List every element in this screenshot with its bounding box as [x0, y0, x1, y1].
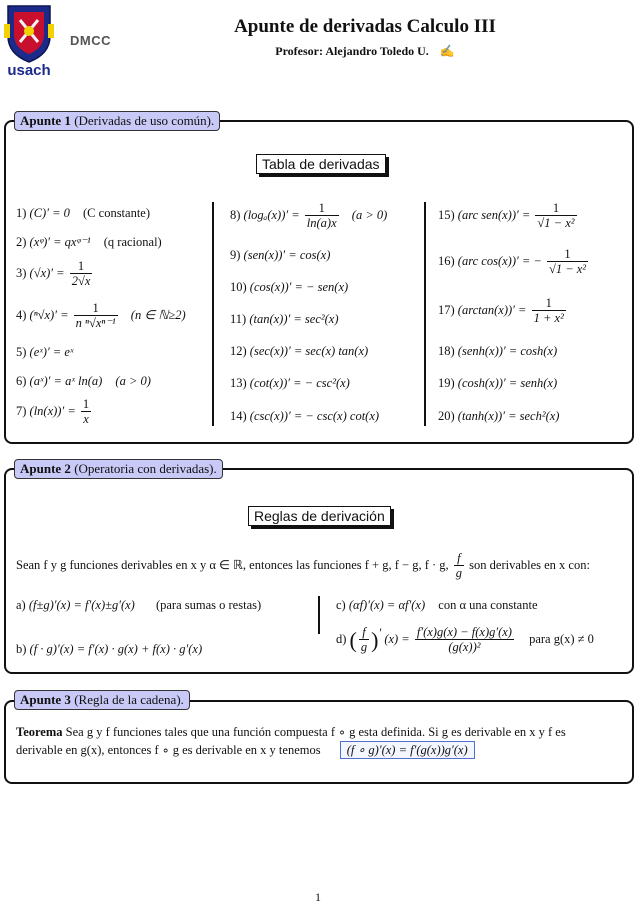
logo-wordmark: usach: [7, 62, 51, 79]
apunte-3-number: Apunte 3: [20, 692, 71, 707]
derivative-item-13: 13) (cot(x))′ = − csc²(x): [230, 376, 350, 390]
apunte-2-description: (Operatoria con derivadas).: [74, 461, 217, 476]
apunte-1-description: (Derivadas de uso común).: [74, 113, 215, 128]
apunte-3-description: (Regla de la cadena).: [74, 692, 184, 707]
author-name: Profesor: Alejandro Toledo U.: [275, 44, 429, 58]
chain-rule-formula: (f ∘ g)′(x) = f′(g(x))g′(x): [340, 741, 475, 759]
rule-a: a) (f±g)′(x) = f′(x)±g′(x) (para sumas o restas): [16, 598, 262, 612]
theorem-line-2: derivable en g(x), entonces f ∘ g es derivable en x y tenemos (f ∘ g)′(x) = f′(g(x))g′(x): [16, 742, 475, 758]
derivative-item-7: 7) (ln(x))′ = $\frac{1}{x}$: [16, 397, 90, 427]
apunte-3-label: [14, 690, 190, 710]
derivative-item-5: 5) (eˣ)′ = eˣ: [16, 345, 74, 359]
apunte-2-box: [4, 468, 634, 674]
column-divider-2: [424, 202, 426, 426]
derivative-item-17: 17) (arctan(x))′ = $\frac{1}{\text{1 + x²}}$: [438, 296, 564, 326]
rules-title: Reglas de derivación: [248, 506, 391, 526]
derivative-item-14: 14) (csc(x))′ = − csc(x) cot(x): [230, 409, 380, 423]
writing-hand-icon: ✍: [439, 44, 455, 58]
derivative-item-15: 15) (arc sen(x))′ = $\frac{1}{\text{√1 − x²}}$: [438, 201, 575, 231]
derivative-item-11: 11) (tan(x))′ = sec²(x): [230, 312, 339, 326]
derivative-item-4: 4) (ⁿ√x)′ = $\frac{1}{\text{n ⁿ√xⁿ⁻¹}}$ (n ∈ ℕ≥2): [16, 301, 186, 331]
derivative-item-8: 8) (logₐ(x))′ = $\frac{1}{\ln(a)x}$ (a > 0): [230, 201, 388, 231]
column-divider-1: [212, 202, 214, 426]
derivatives-table-title: Tabla de derivadas: [256, 154, 386, 174]
derivative-item-9: 9) (sen(x))′ = cos(x): [230, 248, 331, 262]
department-name: DMCC: [70, 33, 111, 48]
derivative-item-2: 2) (xᵠ)′ = qxᵠ⁻¹ (q racional): [16, 235, 162, 249]
rules-intro: Sean f y g funciones derivables en x y α ∈ ℝ, entonces las funciones f + g, f − g, f · g, $\frac{f}{g}$ son derivables en x con:: [16, 551, 590, 581]
apunte-1-label: [14, 111, 220, 131]
derivative-item-19: 19) (cosh(x))′ = senh(x): [438, 376, 558, 390]
derivative-item-10: 10) (cos(x))′ = − sen(x): [230, 280, 349, 294]
apunte-2-number: Apunte 2: [20, 461, 71, 476]
document-title: Apunte de derivadas Calculo III: [234, 16, 496, 37]
rule-c: c) (αf)′(x) = αf′(x) con α una constante: [336, 598, 538, 612]
apunte-1-number: Apunte 1: [20, 113, 71, 128]
derivative-item-20: 20) (tanh(x))′ = sech²(x): [438, 409, 560, 423]
derivative-item-18: 18) (senh(x))′ = cosh(x): [438, 344, 558, 358]
theorem-line-1: Teorema Sea g y f funciones tales que una función compuesta f ∘ g esta definida. Si g es derivable en x y f es: [16, 725, 566, 739]
apunte-2-label: [14, 459, 223, 479]
rule-b: b) (f · g)′(x) = f′(x) · g(x) + f(x) · g′(x): [16, 642, 203, 656]
rules-divider: [318, 596, 320, 634]
derivative-item-3: 3) (√x)′ = $\frac{1}{2√x}$: [16, 259, 91, 289]
theorem-label: Teorema: [16, 725, 63, 739]
apunte-1-box: [4, 120, 634, 444]
derivative-item-16: 16) (arc cos(x))′ = − $\frac{1}{\text{√1 − x²}}$: [438, 247, 587, 277]
apunte-3-box: [4, 700, 634, 784]
page-number: 1: [315, 890, 321, 904]
rule-d: d) ( $\frac{f}{g}$ )′ (x) = $\frac{f'(x)g(x) - f(x)g'(x)}{\text{(g(x))²}}$ para g(x) ≠ 0: [336, 625, 594, 655]
derivative-item-12: 12) (sec(x))′ = sec(x) tan(x): [230, 344, 369, 358]
university-logo: [2, 2, 56, 82]
derivative-item-1: 1) (C)′ = 0 (C constante): [16, 206, 151, 220]
derivative-item-6: 6) (aˣ)′ = aˣ ln(a) (a > 0): [16, 374, 151, 388]
author-line: [180, 44, 550, 59]
